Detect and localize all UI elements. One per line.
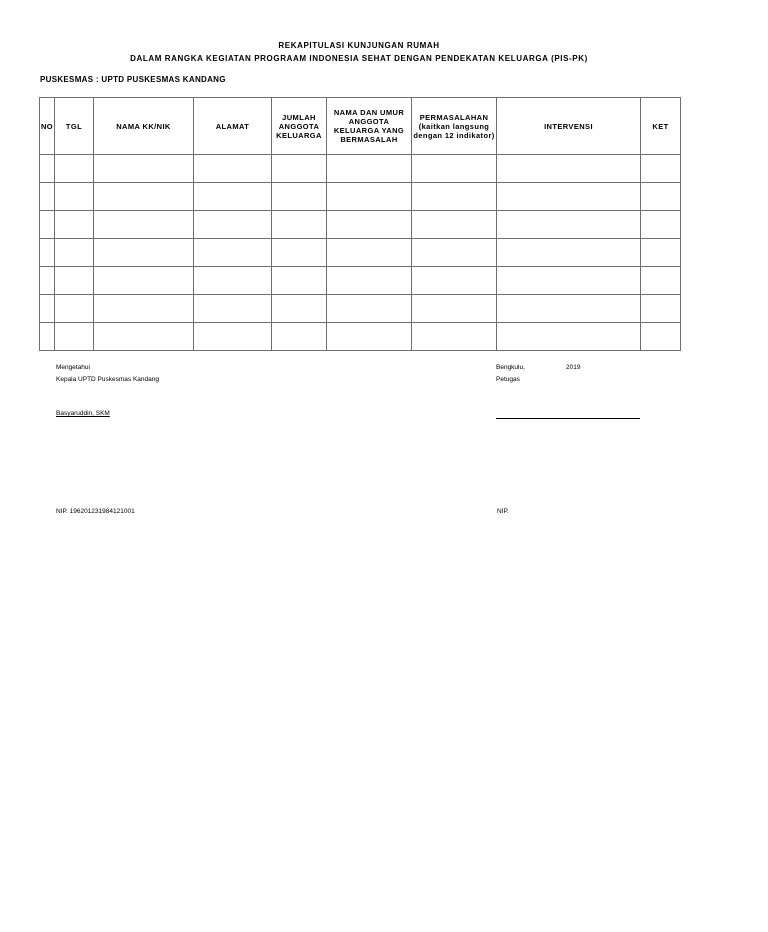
puskesmas-label: PUSKESMAS : UPTD PUSKESMAS KANDANG (40, 75, 226, 84)
table-cell (55, 211, 94, 239)
table-cell (94, 295, 194, 323)
table-cell (327, 239, 412, 267)
table-cell (412, 155, 497, 183)
col-header-ket: KET (641, 98, 681, 155)
table-row (40, 183, 681, 211)
table-cell (641, 323, 681, 351)
officer-signature-line (496, 418, 640, 419)
city-label: Bengkulu, (496, 364, 525, 371)
table-cell (272, 211, 327, 239)
table-cell (272, 295, 327, 323)
table-row (40, 211, 681, 239)
table-row (40, 267, 681, 295)
table-cell (40, 323, 55, 351)
table-cell (40, 183, 55, 211)
officer-role: Petugas (496, 376, 520, 383)
report-subtitle: DALAM RANGKA KEGIATAN PROGRAAM INDONESIA SEHAT DENGAN PENDEKATAN KELUARGA (PIS-PK) (130, 54, 588, 63)
table-cell (94, 239, 194, 267)
table-cell (641, 267, 681, 295)
table-cell (40, 295, 55, 323)
table-cell (641, 155, 681, 183)
head-position: Kepala UPTD Puskesmas Kandang (56, 376, 159, 383)
table-cell (194, 183, 272, 211)
table-body (40, 155, 681, 351)
table-cell (94, 183, 194, 211)
table-cell (194, 323, 272, 351)
table-cell (40, 267, 55, 295)
table-cell (272, 239, 327, 267)
col-header-tgl: TGL (55, 98, 94, 155)
table-row (40, 323, 681, 351)
table-cell (55, 155, 94, 183)
table-row (40, 295, 681, 323)
table-cell (412, 267, 497, 295)
table-cell (641, 183, 681, 211)
table-cell (497, 155, 641, 183)
table-cell (55, 323, 94, 351)
table-cell (327, 155, 412, 183)
table-cell (497, 323, 641, 351)
table-cell (40, 239, 55, 267)
year-label: 2019 (566, 364, 581, 371)
table-cell (412, 183, 497, 211)
table-cell (272, 267, 327, 295)
table-cell (194, 239, 272, 267)
head-nip: NIP. 196201231984121001 (56, 508, 135, 515)
col-header-alamat: ALAMAT (194, 98, 272, 155)
table-cell (194, 295, 272, 323)
col-header-jumlah-anggota: JUMLAH ANGGOTA KELUARGA (272, 98, 327, 155)
table-cell (94, 211, 194, 239)
table-cell (194, 211, 272, 239)
acknowledge-label: Mengetahui (56, 364, 90, 371)
table-cell (55, 183, 94, 211)
table-cell (55, 267, 94, 295)
table-cell (641, 239, 681, 267)
table-cell (327, 211, 412, 239)
table-cell (40, 155, 55, 183)
table-header-row (40, 98, 681, 155)
table-cell (272, 155, 327, 183)
table-cell (497, 211, 641, 239)
table-cell (272, 183, 327, 211)
table-cell (497, 295, 641, 323)
table-cell (40, 211, 55, 239)
table-cell (327, 183, 412, 211)
table-cell (194, 267, 272, 295)
table-cell (55, 239, 94, 267)
table-cell (327, 267, 412, 295)
table-row (40, 239, 681, 267)
visit-table (39, 97, 681, 351)
table-cell (194, 155, 272, 183)
table-cell (412, 323, 497, 351)
head-name: Basyaruddin, SKM (56, 410, 110, 417)
table-cell (55, 295, 94, 323)
table-cell (94, 323, 194, 351)
table-cell (497, 183, 641, 211)
col-header-nama-umur: NAMA DAN UMUR ANGGOTA KELUARGA YANG BERMASALAH (327, 98, 412, 155)
table-cell (641, 295, 681, 323)
col-header-no: NO (40, 98, 55, 155)
table-cell (497, 239, 641, 267)
table-cell (497, 267, 641, 295)
col-header-intervensi: INTERVENSI (497, 98, 641, 155)
report-title: REKAPITULASI KUNJUNGAN RUMAH (278, 41, 440, 50)
table-cell (327, 295, 412, 323)
col-header-nama-kk: NAMA KK/NIK (94, 98, 194, 155)
table-cell (412, 239, 497, 267)
table-cell (272, 323, 327, 351)
table-cell (94, 155, 194, 183)
table-row (40, 155, 681, 183)
table-cell (412, 295, 497, 323)
table-cell (641, 211, 681, 239)
table-cell (412, 211, 497, 239)
table-cell (327, 323, 412, 351)
table-cell (94, 267, 194, 295)
col-header-permasalahan: PERMASALAHAN (kaitkan langsung dengan 12 indikator) (412, 98, 497, 155)
officer-nip: NIP. (497, 508, 509, 515)
